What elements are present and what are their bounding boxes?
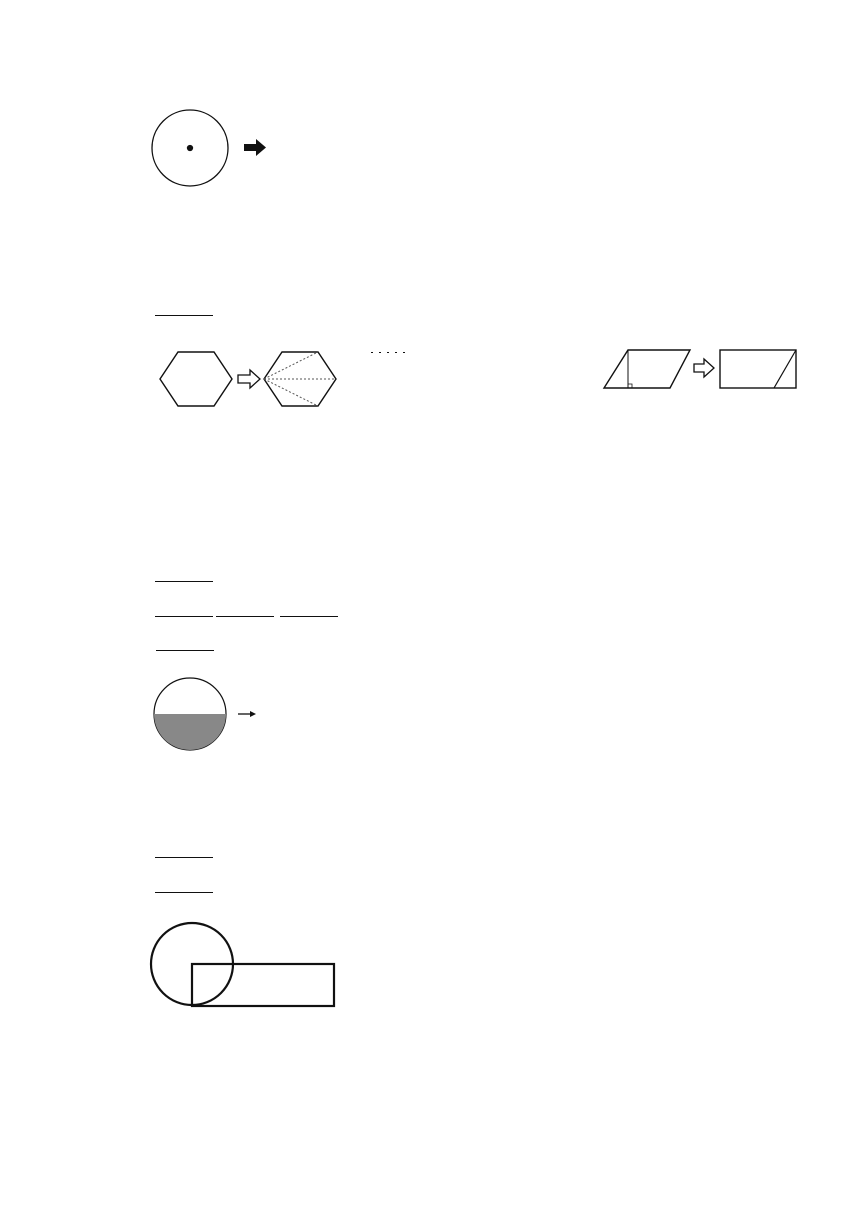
parallelogram-figure	[598, 346, 808, 432]
arrow-icon	[244, 139, 266, 156]
q17-part1-answer-blank[interactable]	[155, 301, 213, 316]
fraction-3	[387, 352, 389, 353]
circle-area-blank[interactable]	[156, 636, 214, 651]
trapezoid-factor1-blank[interactable]	[216, 602, 274, 617]
q17-part2-line5	[152, 602, 341, 622]
circle-to-trapezoid-figure	[152, 676, 352, 756]
fraction-5	[403, 352, 405, 353]
q18-line3	[152, 878, 216, 898]
circle-area-answer-blank[interactable]	[155, 843, 213, 858]
q17-part2-line6	[152, 636, 217, 656]
q17-part1	[152, 301, 216, 321]
q17-part2-line4	[152, 567, 216, 587]
height-blank[interactable]	[155, 602, 213, 617]
fraction-1	[371, 352, 373, 353]
fraction-2	[379, 352, 381, 353]
trapezoid-factor2-blank[interactable]	[280, 602, 338, 617]
hollow-arrow-icon	[694, 359, 714, 377]
fraction-addition-figure	[368, 352, 538, 432]
fraction-4	[395, 352, 397, 353]
q17-line1	[130, 218, 136, 238]
bases-sum-blank[interactable]	[155, 567, 213, 582]
circle-rectangle-figure	[148, 920, 344, 1010]
hexagon-figure	[150, 346, 340, 432]
small-arrow-icon	[238, 711, 256, 717]
hollow-arrow-icon	[238, 370, 260, 388]
sector-circle	[152, 110, 228, 186]
q18-line2	[152, 843, 216, 863]
top-circle-to-strip-figure	[146, 106, 416, 196]
shaded-area-answer-blank[interactable]	[155, 878, 213, 893]
q18-line1	[130, 808, 136, 828]
